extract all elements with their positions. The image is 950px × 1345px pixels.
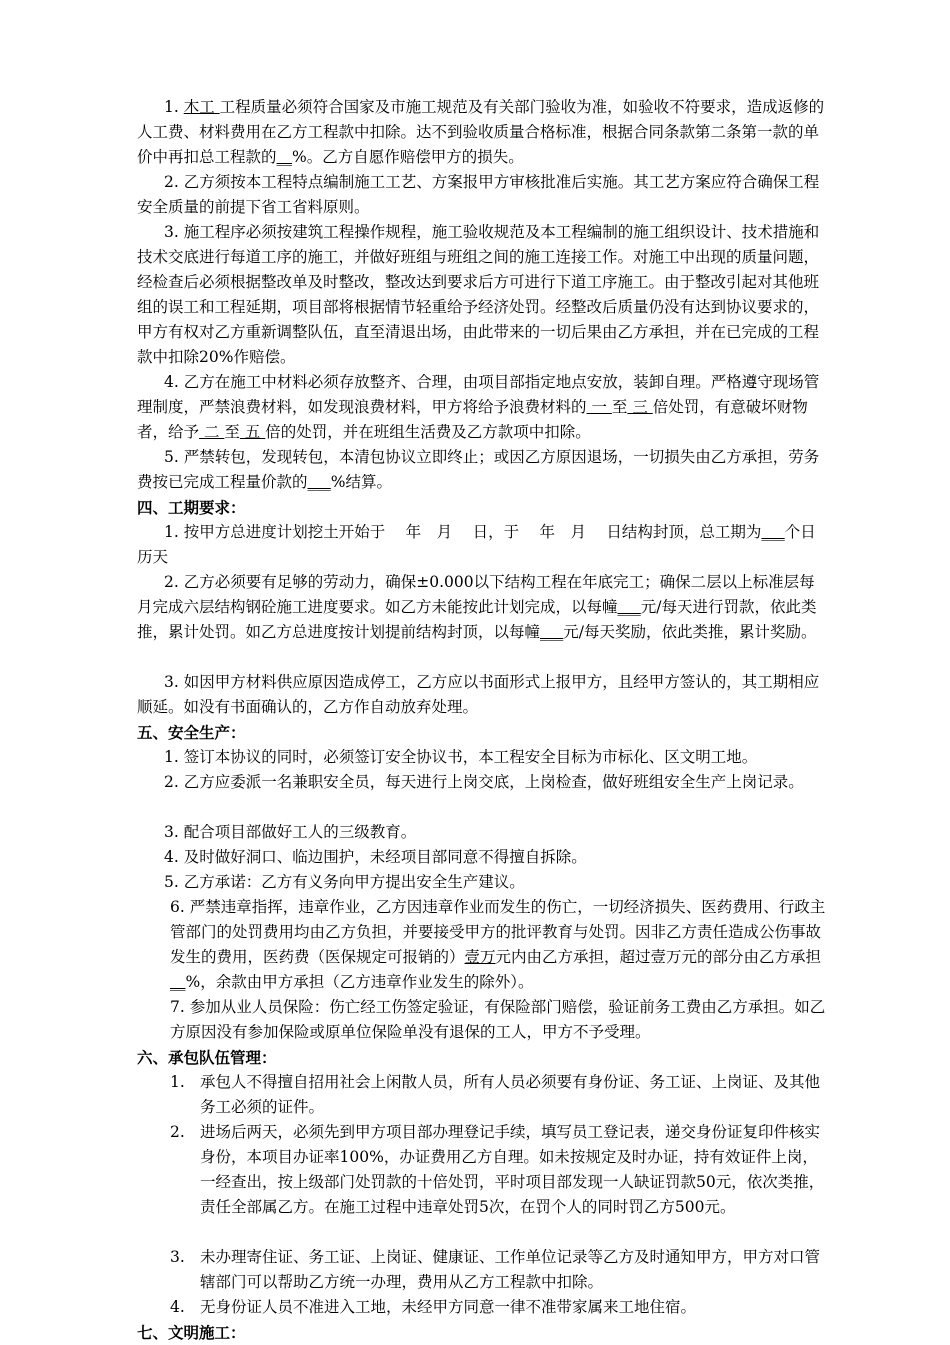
clause-5-text-b: %结算。 [330,473,392,491]
section-5-heading: 五、安全生产： [137,723,246,742]
section-4-heading: 四、工期要求： [137,498,246,517]
section-5-item-6-text-a: 6. 严禁违章指挥，违章作业，乙方因违章作业而发生的伤亡，一切经济损失、医药费用、行政主管部门的处罚费用均由乙方负担，并要接受甲方的批评教育与处罚。因非乙方责任造成公伤事故发生的费用，医药费（医保规定可报销的） [170,898,826,966]
section-4-total-days-blank: ___ [761,523,785,541]
clause-4 [137,370,827,445]
clause-5-percent-blank: ___ [307,473,331,491]
clause-1-text-b: %。乙方自愿作赔偿甲方的损失。 [292,148,524,166]
section-5-item-2: 2. 乙方应委派一名兼职安全员，每天进行上岗交底，上岗检查，做好班组安全生产上岗记录。 [164,773,804,791]
clause-1-text-a: 工程质量必须符合国家及市施工规范及有关部门验收为准，如验收不符要求，造成返修的人工费、材料费用在乙方工程款中扣除。达不到验收质量合格标准，根据合同条款第二条第一款的单价中再扣总工程款的 [137,98,825,166]
section-4-item-2-text-b: 元/每天进行罚款，依此类推，累计处罚。如乙方总进度按计划提前结构封顶，以每幢 [137,598,817,641]
section-5-item-1: 1. 签订本协议的同时，必须签订安全协议书，本工程安全目标为市标化、区文明工地。 [164,748,758,766]
section-4-item-2-text-c: 元/每天奖励，依此类推，累计奖励。 [563,623,817,641]
section-6-heading: 六、承包队伍管理： [137,1048,277,1067]
section-4-penalty-blank: ___ [617,598,641,616]
section-4-item-1-text-a: 1. 按甲方总进度计划挖土开始于 年 月 日，于 年 月 日结构封顶，总工期为 [164,523,762,541]
clause-4-text-a: 4. 乙方在施工中材料必须存放整齐、合理，由项目部指定地点安放，装卸自理。严格遵守现场管理制度，严禁浪费材料，如发现浪费材料，甲方将给予浪费材料的 [137,373,820,416]
clause-4-multiplier-min: 一 [586,398,612,416]
section-5-item-6-text-c: %，余款由甲方承担（乙方违章作业发生的除外）。 [185,973,534,991]
clause-4-damage-max: 五 [239,423,266,441]
list-item-number: 4. [170,1298,185,1316]
section-5-medical-amount: 壹万 [464,948,496,966]
section-4-item-1-text-b: 个日历天 [137,523,816,566]
section-4-item-2-text-a: 2. 乙方必须要有足够的劳动力，确保±0.000以下结构工程在年底完工；确保二层以上标准层每月完成六层结构钢砼施工进度要求。如乙方未能按此计划完成，以每幢 [137,573,815,616]
clause-4-to-1: 至 [611,398,628,416]
clause-4-damage-min: 二 [199,423,225,441]
list-item-text: 无身份证人员不准进入工地，未经甲方同意一律不准带家属来工地住宿。 [200,1298,697,1316]
clause-4-multiplier-max: 三 [627,398,653,416]
clause-1-trade-blank: 木工 [183,98,220,116]
list-item-number: 3. [170,1248,185,1266]
section-4-item-1 [137,520,827,570]
section-5-item-6 [170,895,830,995]
clause-4-to-2: 至 [224,423,240,441]
section-4-item-2 [137,570,827,645]
section-5-item-6-text-b: 元内由乙方承担，超过壹万元的部分由乙方承担 [495,948,822,966]
clause-5 [137,445,827,495]
clause-1-percent-blank: __ [276,148,293,166]
section-7-heading: 七、文明施工： [137,1323,246,1342]
clause-4-text-c: 倍的处罚，并在班组生活费及乙方款项中扣除。 [265,423,591,441]
clause-4-text-b: 倍处罚，有意破坏财物者，给予 [137,398,808,441]
section-5-item-4: 4. 及时做好洞口、临边围护，未经项目部同意不得擅自拆除。 [164,848,587,866]
clause-2: 2. 乙方须按本工程特点编制施工工艺、方案报甲方审核批准后实施。其工艺方案应符合确保工程安全质量的前提下省工省料原则。 [137,173,820,216]
section-5-percent-blank: __ [170,973,186,991]
clause-3: 3. 施工程序必须按建筑工程操作规程，施工验收规范及本工程编制的施工组织设计、技术措施和技术交底进行每道工序的施工，并做好班组与班组之间的施工连接工作。对施工中出现的质量问题，经检查后必须根据整改单及时整改，整改达到要求后方可进行下道工序施工。由于整改引起对其他班组的误工和工程延期，项目部将根据情节轻重给予经济处罚。经整改后质量仍没有达到协议要求的，甲方有权对乙方重新调整队伍，直至清退出场，由此带来的一切后果由乙方承担，并在已完成的工程款中扣除20%作赔偿。 [137,223,820,366]
clause-1-number: 1. [164,98,179,116]
clause-5-text-a: 5. 严禁转包，发现转包，本清包协议立即终止；或因乙方原因退场，一切损失由乙方承担，劳务费按已完成工程量价款的 [137,448,820,491]
list-item-text: 承包人不得擅自招用社会上闲散人员，所有人员必须要有身份证、务工证、上岗证、及其他务工必须的证件。 [200,1073,821,1116]
section-4-reward-blank: ___ [540,623,564,641]
list-item-text: 进场后两天，必须先到甲方项目部办理登记手续，填写员工登记表，递交身份证复印件核实身份，本项目办证率100%，办证费用乙方自理。如未按规定及时办证，持有效证件上岗，一经查出，按上级部门处罚款的十倍处罚，平时项目部发现一人缺证罚款50元，依次类推，责任全部属乙方。在施工过程中违章处罚5次，在罚个人的同时罚乙方500元。 [200,1123,825,1216]
section-5-item-5: 5. 乙方承诺：乙方有义务向甲方提出安全生产建议。 [164,873,525,891]
section-5-item-3: 3. 配合项目部做好工人的三级教育。 [164,823,417,841]
section-4-item-3: 3. 如因甲方材料供应原因造成停工，乙方应以书面形式上报甲方，且经甲方签认的，其工期相应顺延。如没有书面确认的，乙方作自动放弃处理。 [137,673,820,716]
section-5-item-7: 7. 参加从业人员保险：伤亡经工伤签定验证，有保险部门赔偿，验证前务工费由乙方承担。如乙方原因没有参加保险或原单位保险单没有退保的工人，甲方不予受理。 [170,998,826,1041]
clause-1 [137,95,827,170]
list-item-text: 未办理寄住证、务工证、上岗证、健康证、工作单位记录等乙方及时通知甲方，甲方对口管辖部门可以帮助乙方统一办理，费用从乙方工程款中扣除。 [200,1248,821,1291]
list-item-number: 1. [170,1073,185,1091]
list-item-number: 2. [170,1123,185,1141]
